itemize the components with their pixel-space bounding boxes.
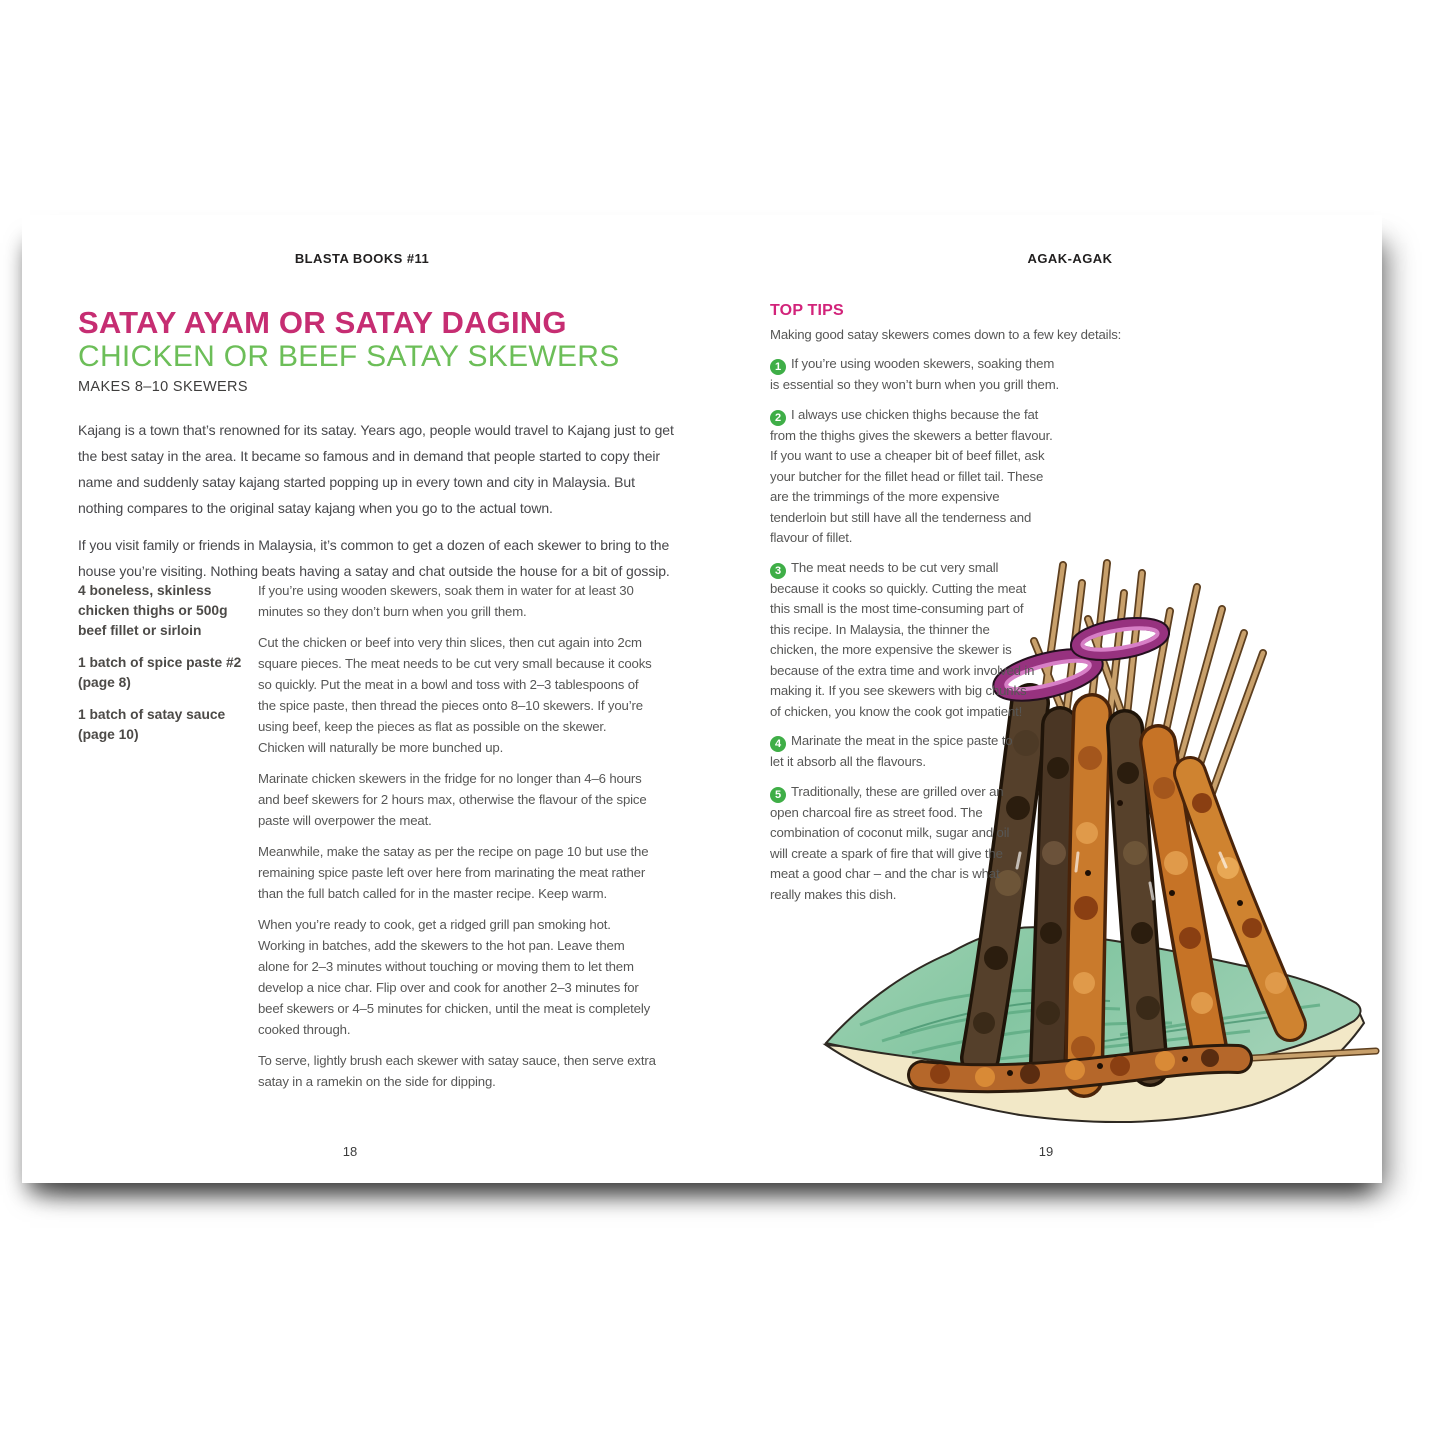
method-paragraph: Marinate chicken skewers in the fridge for no longer than 4–6 hours and beef skewers for 2 hours max, otherwise the flavour of the spice paste will overpower the meat. — [258, 771, 647, 828]
intro-paragraph-2: If you visit family or friends in Malaysia, it’s common to get a dozen of each skewer to bring to the house you’re visiting. Nothing beats having a satay and chat outside the house for a bit of gossip. — [78, 537, 670, 579]
top-tips-heading: TOP TIPS — [770, 302, 844, 319]
method-paragraph: If you’re using wooden skewers, soak them in water for at least 30 minutes so they don’t burn when you grill them. — [258, 583, 634, 619]
ingredient-item: 1 batch of satay sauce (page 10) — [78, 707, 226, 742]
yield-line: MAKES 8–10 SKEWERS — [78, 379, 248, 395]
intro-paragraph-1: Kajang is a town that’s renowned for its satay. Years ago, people would travel to Kajang just to get the best satay in the area. It became so famous and in demand that people started to copy their name and suddenly satay kajang started popping up in every town and city in Malaysia. But nothing compares to the original satay kajang when you go to the actual town. — [78, 422, 674, 516]
left-page — [22, 215, 702, 1183]
method-paragraph: To serve, lightly brush each skewer with satay sauce, then serve extra satay in a ramekin on the side for dipping. — [258, 1053, 656, 1089]
method-steps — [258, 580, 656, 1102]
tip-number-badge: 5 — [770, 787, 786, 803]
tip-text: If you’re using wooden skewers, soaking them is essential so they won’t burn when you grill them. — [770, 356, 1060, 392]
tip-number-badge: 1 — [770, 359, 786, 375]
ingredient-item: 1 batch of spice paste #2 (page 8) — [78, 655, 242, 690]
ingredients-list — [78, 581, 254, 757]
page-number-right: 19 — [1038, 1144, 1054, 1159]
tip-number-badge: 2 — [770, 410, 786, 426]
right-page — [702, 215, 1382, 1183]
tip-text: I always use chicken thighs because the fat from the thighs gives the skewers a better flavour. If you want to use a cheaper bit of beef fillet, ask your butcher for the fillet head or fillet tail. These are the trimmings of the more expensive tenderloin but still have all the tenderness and flavour of fillet. — [770, 406, 1053, 545]
running-head-right: AGAK-AGAK — [1027, 251, 1113, 266]
method-paragraph: When you’re ready to cook, get a ridged grill pan smoking hot. Working in batches, add the skewers to the hot pan. Leave them alone for 2–3 minutes without touching or moving them to let them develop a nice char. Flip over and cook for another 2–3 minutes for beef skewers or 4–5 minutes for chicken, until the meat is completely cooked through. — [258, 917, 651, 1037]
tip-item — [770, 354, 1168, 396]
tips-intro: Making good satay skewers comes down to a few key details: — [770, 326, 1122, 342]
tip-text: Traditionally, these are grilled over an open charcoal fire as street food. The combination of coconut milk, sugar and oil will create a spark of fire that will give the meat a good char – and the char is what really makes this dish. — [770, 783, 1010, 902]
tip-number-badge: 3 — [770, 563, 786, 579]
recipe-title-english: CHICKEN OR BEEF SATAY SKEWERS — [78, 340, 620, 373]
page-number-left: 18 — [342, 1144, 358, 1159]
book-spread — [22, 215, 1382, 1183]
tip-item — [770, 405, 1168, 549]
recipe-title-malay: SATAY AYAM OR SATAY DAGING — [78, 305, 567, 340]
tip-text: The meat needs to be cut very small because it cooks so quickly. Cutting the meat this small is the most time-consuming part of this recipe. In Malaysia, the thinner the chicken, the more expensive the skewer is because of the extra time and work involved in making it. If you see skewers with big chunks of chicken, you know the cook got impatient! — [770, 559, 1035, 719]
method-paragraph: Meanwhile, make the satay as per the recipe on page 10 but use the remaining spice paste left over here from marinating the meat rather than the full batch called for in the master recipe. Keep warm. — [258, 844, 649, 901]
ingredient-item: 4 boneless, skinless chicken thighs or 500g beef fillet or sirloin — [78, 583, 228, 638]
tip-text: Marinate the meat in the spice paste to let it absorb all the flavours. — [770, 733, 1013, 769]
method-paragraph: Cut the chicken or beef into very thin slices, then cut again into 2cm square pieces. The meat needs to be cut very small because it cooks so quickly. Put the meat in a bowl and toss with 2–3 tablespoons of the spice paste, then thread the pieces onto 8–10 skewers. If you’re using beef, keep the pieces as flat as possible on the skewer. Chicken will naturally be more bunched up. — [258, 635, 652, 755]
running-head-left: BLASTA BOOKS #11 — [294, 251, 430, 266]
tip-number-badge: 4 — [770, 736, 786, 752]
top-tips-section — [770, 301, 1168, 984]
